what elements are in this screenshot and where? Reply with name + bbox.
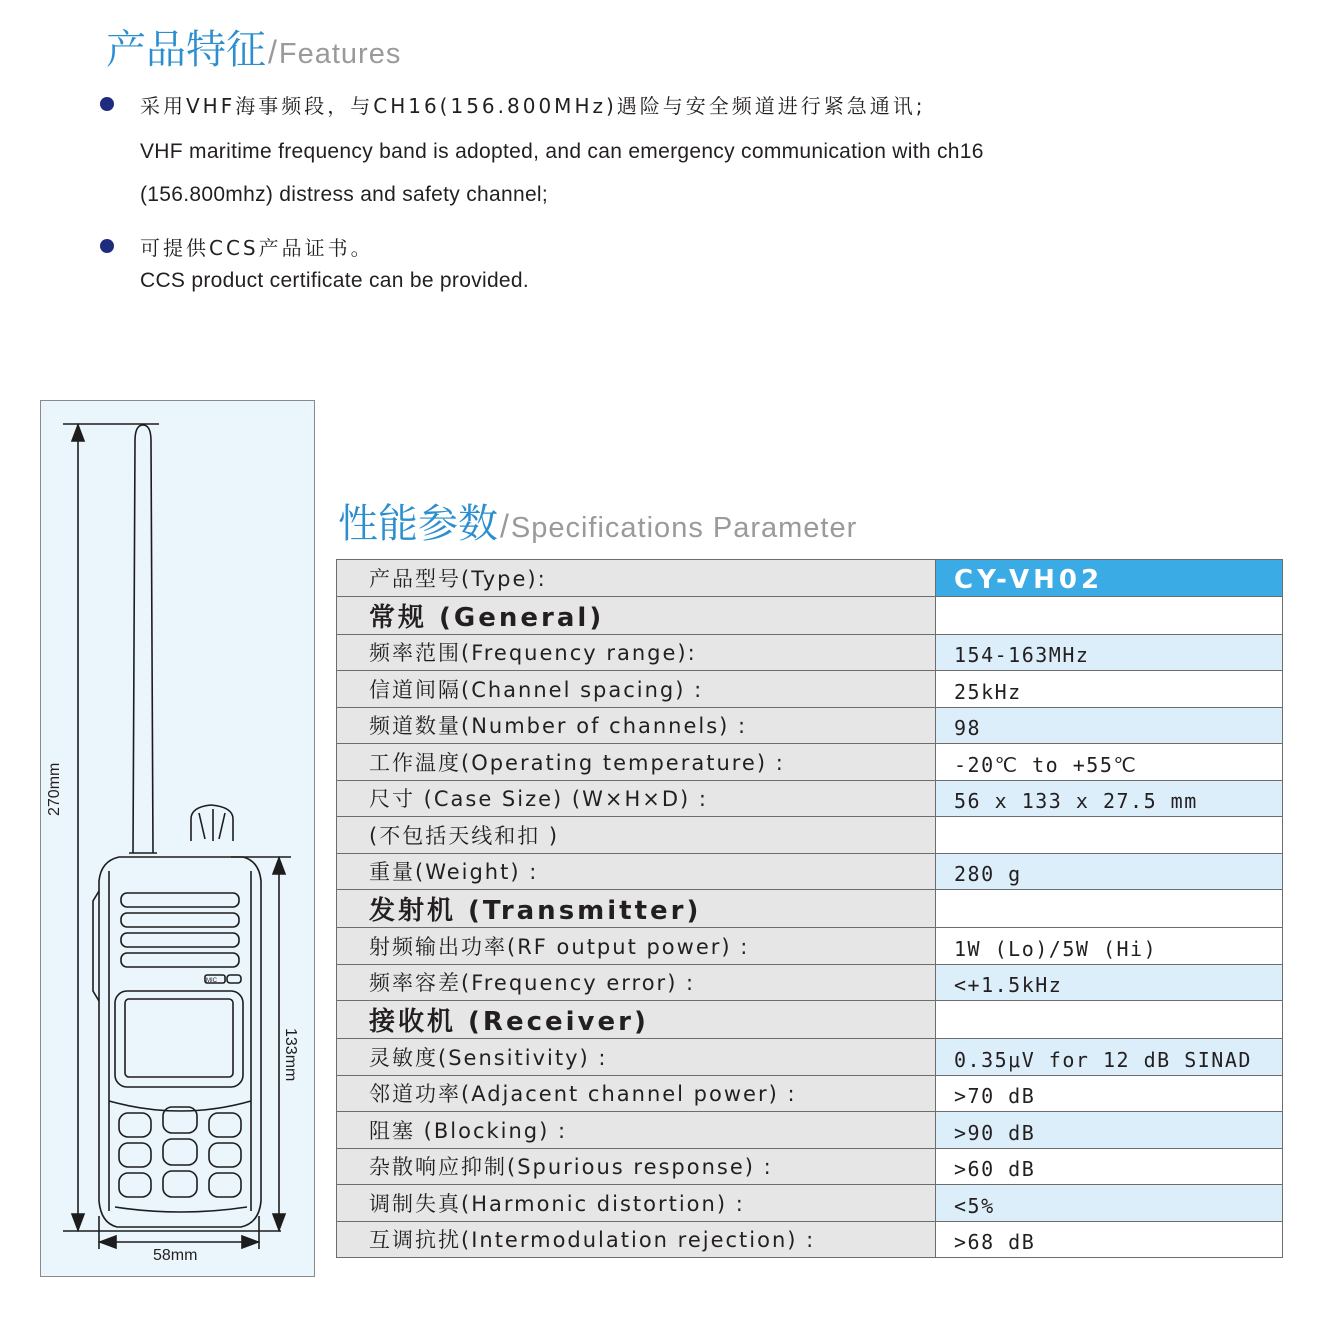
spec-label: (不包括天线和扣 ): [337, 817, 936, 854]
section-label-transmitter: 发射机 (Transmitter): [337, 890, 936, 928]
spec-label: 信道间隔(Channel spacing) :: [337, 671, 936, 708]
heading-separator: /: [268, 34, 277, 70]
spec-value: <5%: [936, 1185, 1283, 1222]
table-row: [337, 928, 1283, 965]
spec-value: >68 dB: [936, 1221, 1283, 1258]
table-row: [337, 671, 1283, 708]
spec-label: 灵敏度(Sensitivity) :: [337, 1039, 936, 1076]
spec-value: 25kHz: [936, 671, 1283, 708]
dimension-height-label: 270mm: [46, 762, 63, 816]
dimension-width-label: 58mm: [153, 1247, 198, 1264]
spec-value: >70 dB: [936, 1075, 1283, 1112]
spec-value: 280 g: [936, 853, 1283, 890]
table-row: [337, 964, 1283, 1001]
spec-value: >90 dB: [936, 1112, 1283, 1149]
spec-value: 98: [936, 707, 1283, 744]
table-row: [337, 560, 1283, 597]
table-row: [337, 596, 1283, 634]
spec-label: 调制失真(Harmonic distortion) :: [337, 1185, 936, 1222]
table-row: [337, 707, 1283, 744]
spec-value: 1W (Lo)/5W (Hi): [936, 928, 1283, 965]
heading-separator: /: [500, 508, 509, 544]
spec-value: [936, 890, 1283, 928]
spec-label: 阻塞 (Blocking) :: [337, 1112, 936, 1149]
spec-value: 56 x 133 x 27.5 mm: [936, 780, 1283, 817]
feature-1-zh: 采用VHF海事频段，与CH16(156.800MHz)遇险与安全频道进行紧急通讯;: [140, 94, 926, 118]
table-row: [337, 817, 1283, 854]
product-drawing-panel: [40, 400, 315, 1277]
table-row: [337, 890, 1283, 928]
features-heading-zh: 产品特征: [106, 27, 266, 73]
table-row: [337, 1075, 1283, 1112]
table-row: [337, 744, 1283, 781]
spec-value: [936, 817, 1283, 854]
spec-label: 产品型号(Type):: [337, 560, 936, 597]
dimension-body-height-label: 133mm: [282, 1028, 299, 1082]
table-row: [337, 1148, 1283, 1185]
features-heading-en: Features: [278, 38, 402, 70]
table-row: [337, 1185, 1283, 1222]
features-heading: [106, 18, 401, 75]
spec-label: 频率容差(Frequency error) :: [337, 964, 936, 1001]
table-row: [337, 1221, 1283, 1258]
spec-label: 频率范围(Frequency range):: [337, 634, 936, 671]
spec-label: 邻道功率(Adjacent channel power) :: [337, 1075, 936, 1112]
feature-2-en-line-1: CCS product certificate can be provided.: [140, 269, 530, 292]
table-row: [337, 1039, 1283, 1076]
feature-1-en-line-2: (156.800mhz) distress and safety channel;: [140, 183, 549, 206]
table-row: [337, 853, 1283, 890]
bullet-icon: [100, 97, 114, 111]
section-label-general: 常规 (General): [337, 596, 936, 634]
feature-2-zh: 可提供CCS产品证书。: [140, 236, 374, 260]
spec-value: >60 dB: [936, 1148, 1283, 1185]
spec-label: 杂散响应抑制(Spurious response) :: [337, 1148, 936, 1185]
bullet-icon: [100, 239, 114, 253]
spec-value: <+1.5kHz: [936, 964, 1283, 1001]
table-row: [337, 780, 1283, 817]
spec-label: 工作温度(Operating temperature) :: [337, 744, 936, 781]
specs-heading-en: Specifications Parameter: [510, 512, 858, 544]
model-value: CY-VH02: [936, 560, 1283, 597]
spec-label: 射频输出功率(RF output power) :: [337, 928, 936, 965]
spec-value: 0.35μV for 12 dB SINAD: [936, 1039, 1283, 1076]
radio-line-drawing: [41, 401, 316, 1278]
section-label-receiver: 接收机 (Receiver): [337, 1001, 936, 1039]
mic-label: MIC: [206, 978, 217, 984]
feature-1-en-line-1: VHF maritime frequency band is adopted, and can emergency communication with ch16: [140, 140, 984, 163]
spec-label: 频道数量(Number of channels) :: [337, 707, 936, 744]
specifications-table: [336, 559, 1283, 1258]
spec-value: [936, 1001, 1283, 1039]
spec-value: [936, 596, 1283, 634]
spec-value: 154-163MHz: [936, 634, 1283, 671]
specs-heading: [338, 492, 857, 549]
table-row: [337, 1112, 1283, 1149]
specs-heading-zh: 性能参数: [338, 501, 498, 547]
spec-value: -20℃ to +55℃: [936, 744, 1283, 781]
spec-label: 尺寸 (Case Size) (W×H×D) :: [337, 780, 936, 817]
spec-label: 互调抗扰(Intermodulation rejection) :: [337, 1221, 936, 1258]
spec-label: 重量(Weight) :: [337, 853, 936, 890]
table-row: [337, 1001, 1283, 1039]
table-row: [337, 634, 1283, 671]
